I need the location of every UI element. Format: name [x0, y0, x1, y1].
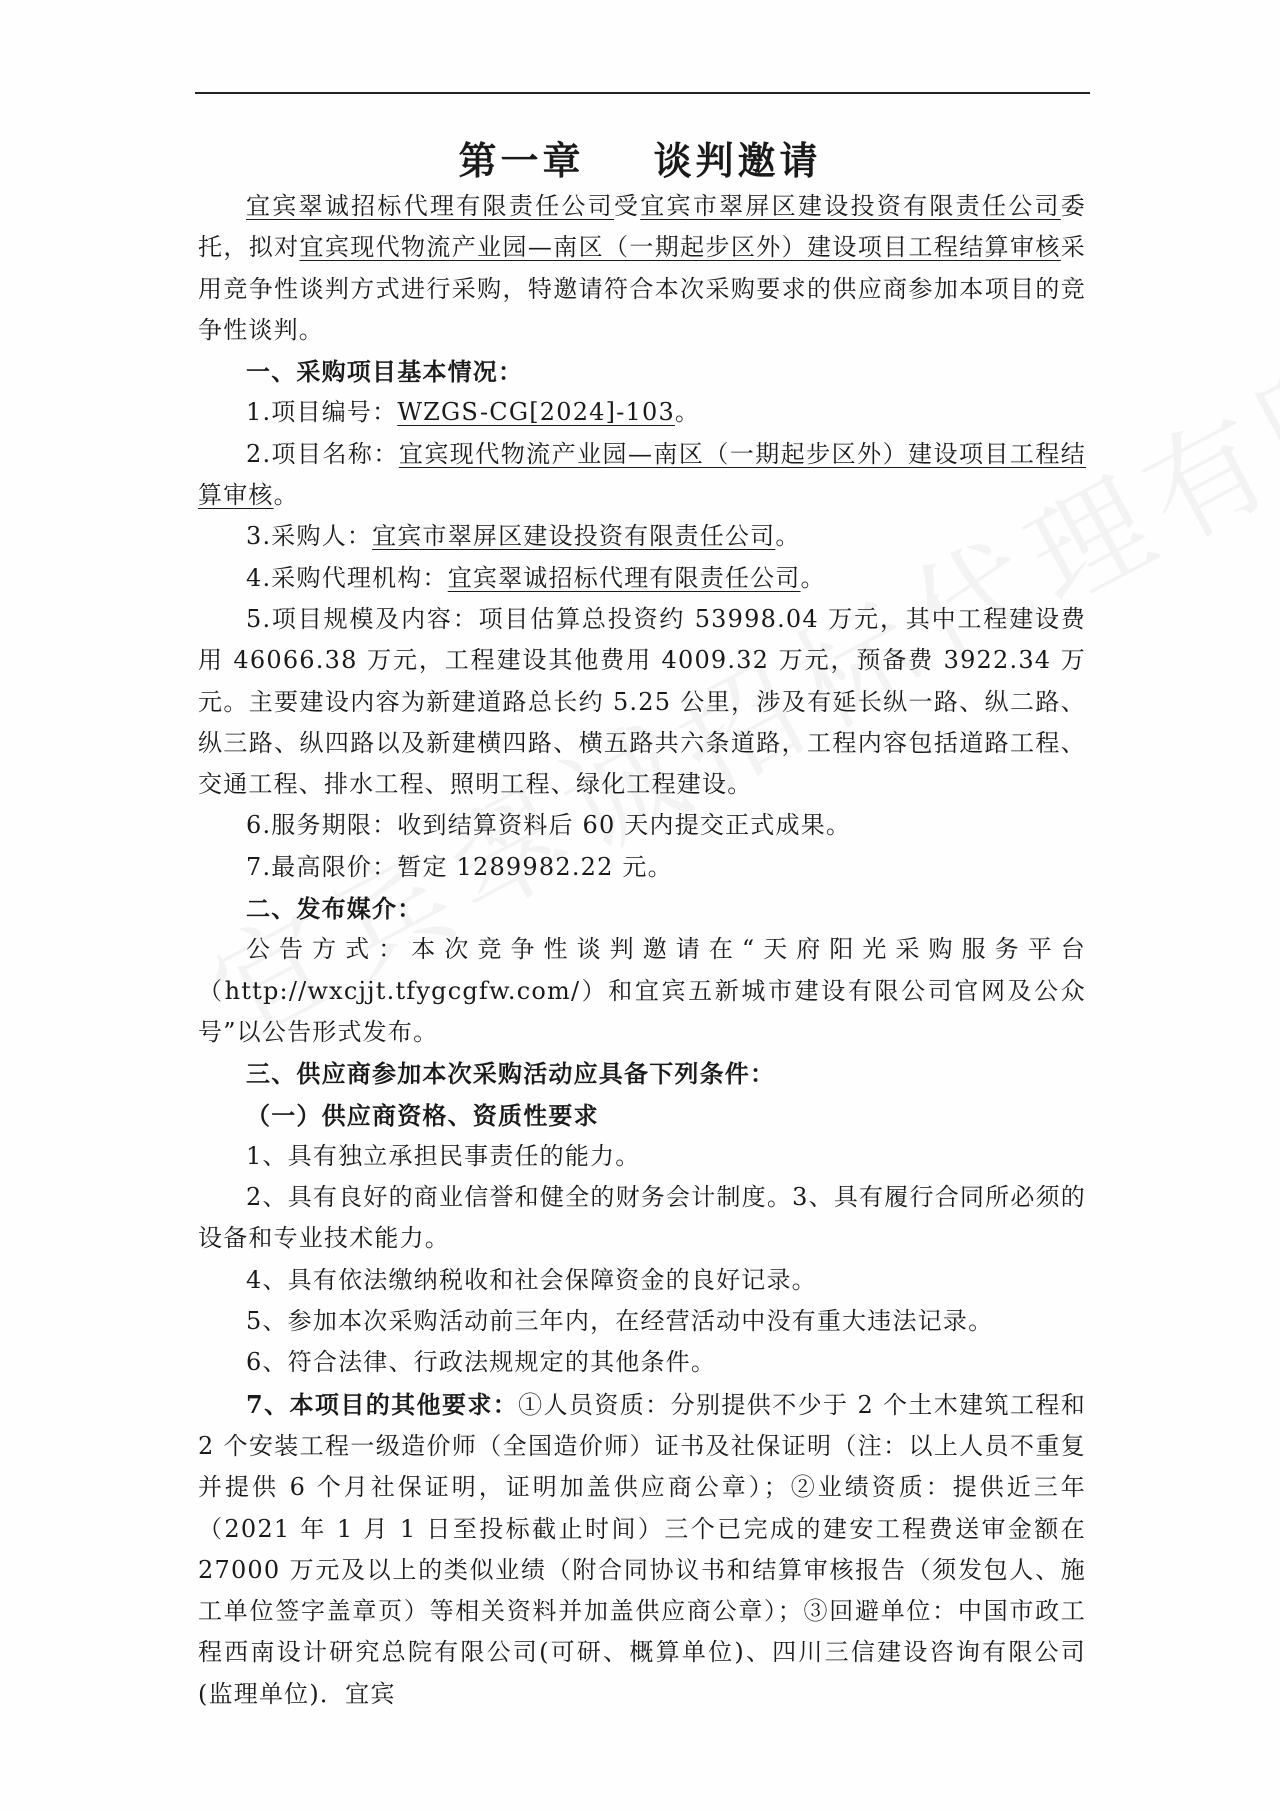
document-body [198, 186, 1086, 1715]
purchaser-name: 宜宾市翠屏区建设投资有限责任公司 [640, 192, 1061, 220]
requirement-2-3: 2、具有良好的商业信誉和健全的财务会计制度。3、具有履行合同所必须的设备和专业技术能力。 [198, 1183, 1086, 1253]
requirement-5: 5、参加本次采购活动前三年内，在经营活动中没有重大违法记录。 [246, 1307, 994, 1336]
project-name: 宜宾现代物流产业园—南区（一期起步区外）建设项目工程结算审核 [299, 233, 1061, 262]
requirement-7-label: 7、本项目的其他要求： [246, 1389, 519, 1419]
agency-name: 宜宾翠诚招标代理有限责任公司 [246, 192, 614, 220]
section3-heading: 三、供应商参加本次采购活动应具备下列条件： [246, 1059, 776, 1089]
requirement-7-text: ①人员资质：分别提供不少于 2 个土木建筑工程和 2 个安装工程一级造价师（全国造价师）证书及社保证明（注：以上人员不重复并提供 6 个月社保证明，证明加盖供应商公章）；②业绩资质：提供近三年（2021 年 1 月 1 日至投标截止时间）三个已完成的建安工程费送审金额在 27000 万元及以上的类似业绩（附合同协议书和结算审核报告（须发包人、施工单位签字盖章页）等相关资料并加盖供应商公章）；③回避单位：中国市政工程西南设计研究总院有限公司(可研、概算单位)、四川三信建设咨询有限公司(监理单位)．宜宾 [198, 1390, 1086, 1708]
item-price-limit: 7.最高限价：暂定 1289982.22 元。 [246, 852, 673, 881]
intro-paragraph: 宜宾翠诚招标代理有限责任公司受宜宾市翠屏区建设投资有限责任公司委托，拟对宜宾现代物流产业园—南区（一期起步区外）建设项目工程结算审核采用竞争性谈判方式进行采购，特邀请符合本次采购要求的供应商参加本项目的竞争性谈判。 [198, 192, 1086, 344]
header-rule [195, 92, 1090, 94]
section1-heading: 一、采购项目基本情况： [246, 357, 524, 387]
item-project-name: 2.项目名称：宜宾现代物流产业园—南区（一期起步区外）建设项目工程结算审核。 [198, 439, 1086, 510]
requirement-4: 4、具有依法缴纳税收和社会保障资金的良好记录。 [246, 1265, 817, 1294]
section2-heading: 二、发布媒介： [246, 894, 423, 924]
requirement-6: 6、符合法律、行政法规规定的其他条件。 [246, 1348, 717, 1377]
section3-subheading: （一）供应商资格、资质性要求 [246, 1100, 599, 1130]
agency-value: 宜宾翠诚招标代理有限责任公司 [447, 563, 801, 592]
item-scale: 5.项目规模及内容：项目估算总投资约 53998.04 万元，其中工程建设费用 46066.38 万元，工程建设其他费用 4009.32 万元，预备费 3922.34 万元。主要建设内容为新建道路总长约 5.25 公里，涉及有延长纵一路、纵二路、纵三路、纵四路以及新建横四路、横五路共六条道路，工程内容包括道路工程、交通工程、排水工程、照明工程、绿化工程建设。 [198, 604, 1086, 799]
requirement-7 [198, 1384, 1086, 1715]
item-service-period: 6.服务期限：收到结算资料后 60 天内提交正式成果。 [246, 811, 852, 840]
requirement-1: 1、具有独立承担民事责任的能力。 [246, 1141, 641, 1170]
item-project-number: 1.项目编号：WZGS-CG[2024]-103。 [246, 398, 701, 427]
purchaser-value: 宜宾市翠屏区建设投资有限责任公司 [372, 522, 776, 551]
publication-text: 公告方式：本次竞争性谈判邀请在“天府阳光采购服务平台（http://wxcjjt.tfygcgfw.com/）和宜宾五新城市建设有限公司官网及公众号”以公告形式发布。 [198, 935, 1086, 1046]
item-agency: 4.采购代理机构：宜宾翠诚招标代理有限责任公司。 [246, 563, 826, 592]
project-name-value: 宜宾现代物流产业园—南区（一期起步区外）建设项目工程结算审核 [198, 439, 1086, 510]
item-purchaser: 3.采购人：宜宾市翠屏区建设投资有限责任公司。 [246, 522, 801, 551]
chapter-title: 第一章 谈判邀请 [458, 138, 822, 183]
project-number-value: WZGS-CG[2024]-103 [397, 398, 675, 427]
